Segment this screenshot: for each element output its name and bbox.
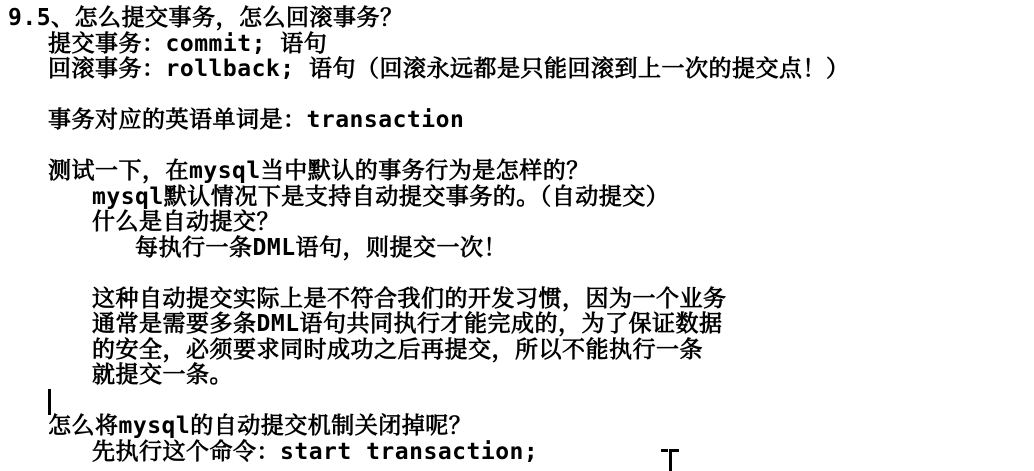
text-line-content: 的安全，必须要求同时成功之后再提交，所以不能执行一条: [92, 336, 703, 363]
text-line: [0, 108, 1034, 134]
text-line: [0, 287, 1034, 313]
text-line-content: 这种自动提交实际上是不符合我们的开发习惯，因为一个业务: [92, 285, 727, 312]
text-line-content: 通常是需要多条DML语句共同执行才能完成的，为了保证数据: [92, 311, 723, 337]
text-line: [0, 185, 1034, 211]
text-line: [0, 440, 1034, 466]
text-line: [0, 338, 1034, 364]
text-line-content: 事务对应的英语单词是：transaction: [48, 107, 465, 133]
text-line-content: 就提交一条。: [92, 362, 233, 388]
text-line: [0, 236, 1034, 262]
text-line-content: 每执行一条DML语句，则提交一次！: [135, 234, 508, 261]
text-line-content: 提交事务：commit; 语句: [48, 30, 328, 57]
text-line: [0, 312, 1034, 338]
text-line-content: 回滚事务：rollback; 语句（回滚永远都是只能回滚到上一次的提交点！）: [48, 56, 850, 82]
text-line: [0, 83, 1034, 109]
text-caret: [48, 389, 51, 415]
ibeam-top-serif-left: [661, 449, 668, 452]
text-line-content: 测试一下，在mysql当中默认的事务行为是怎样的？: [48, 158, 590, 184]
text-line: [0, 57, 1034, 83]
caret-line: [0, 389, 1034, 415]
text-line-content: 9.5、怎么提交事务，怎么回滚事务？: [8, 5, 404, 31]
text-line: [0, 32, 1034, 58]
ibeam-stem: [669, 449, 672, 471]
ibeam-cursor: [661, 449, 679, 471]
text-line-content: 什么是自动提交？: [92, 209, 280, 235]
text-line: [0, 159, 1034, 185]
text-line: [0, 414, 1034, 440]
text-line: [0, 134, 1034, 160]
text-line-content: mysql默认情况下是支持自动提交事务的。（自动提交）: [92, 183, 670, 210]
text-line-content: 先执行这个命令：start transaction;: [92, 438, 539, 465]
text-line: [0, 210, 1034, 236]
ibeam-top-serif-right: [672, 449, 679, 452]
text-line: [0, 261, 1034, 287]
text-line: [0, 6, 1034, 32]
text-line: [0, 363, 1034, 389]
text-line-content: 怎么将mysql的自动提交机制关闭掉呢？: [48, 413, 473, 439]
text-document[interactable]: [0, 6, 1034, 465]
